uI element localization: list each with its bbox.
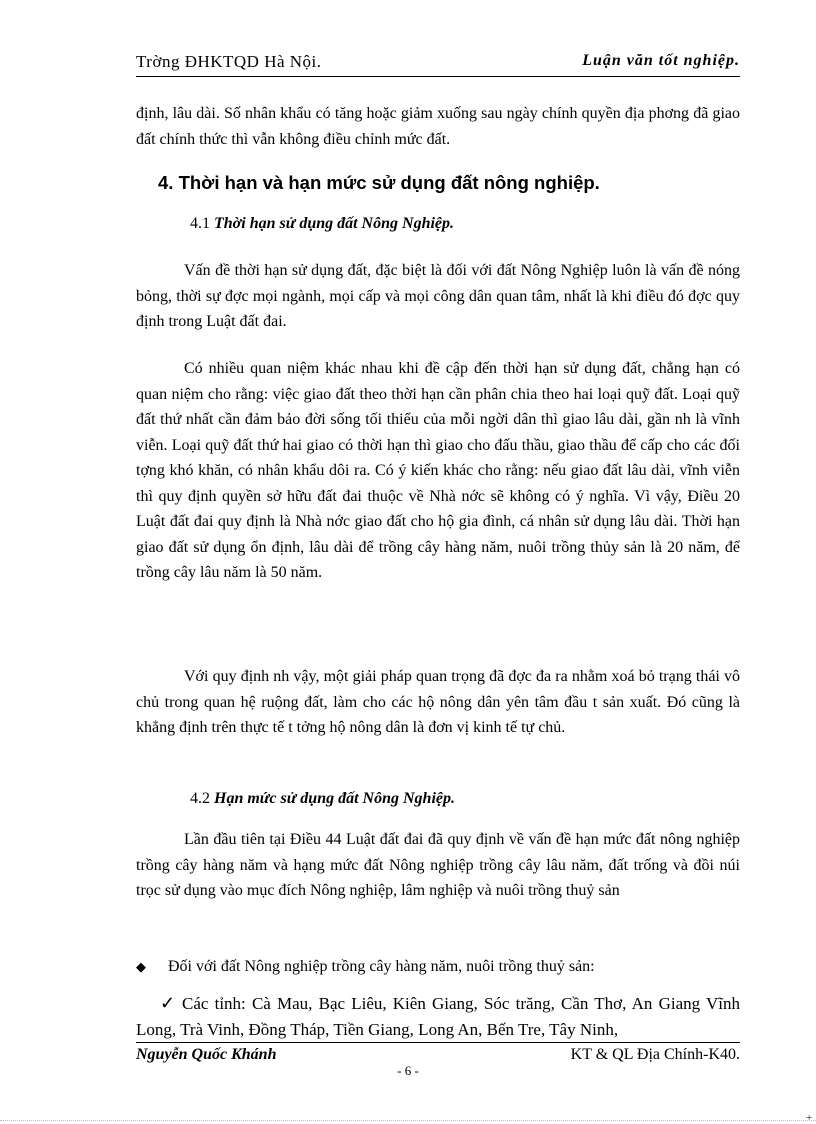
diamond-bullet-icon: ◆ bbox=[136, 959, 146, 974]
paragraph-limit-intro: Lần đầu tiên tại Điều 44 Luật đất đai đã quy định về vấn đề hạn mức đất nông nghiệp trồng cây hàng năm và hạng mức đất Nông nghiệp trồng cây lâu năm, đất trống và đồi núi trọc sử dụng vào mục đích Nông nghiệp, lâm nghiệp và nuôi trồng thuỷ sản bbox=[136, 831, 740, 899]
section-4-heading: 4. Thời hạn và hạn mức sử dụng đất nông nghiệp. bbox=[158, 172, 600, 193]
checkmark-icon: ✓ bbox=[160, 993, 176, 1013]
page-header bbox=[136, 48, 740, 77]
check-text: Các tỉnh: Cà Mau, Bạc Liêu, Kiên Giang, Sóc trăng, Cần Thơ, An Giang Vĩnh Long, Trà Vinh, Đồng Tháp, Tiền Giang, Long An, Bến Tre, Tây Ninh, bbox=[136, 994, 740, 1039]
bullet-item bbox=[136, 954, 595, 980]
subsection-4-2-heading bbox=[190, 790, 455, 808]
author-name: Nguyễn Quốc Khánh bbox=[136, 1046, 277, 1063]
department-label: KT & QL Địa Chính-K40. bbox=[570, 1046, 740, 1063]
paragraph-continued: định, lâu dài. Số nhân khẩu có tăng hoặc giảm xuống sau ngày chính quyền địa phơng đã giao đất chính thức thì vẫn không điều chỉnh mức đất. bbox=[136, 105, 740, 148]
paragraph-term-views: Có nhiều quan niệm khác nhau khi đề cập đến thời hạn sử dụng đất, chẳng hạn có quan niệm cho rằng: việc giao đất theo thời hạn cần phân chia theo hai loại quỹ đất. Loại quỹ đất thứ nhất cần đảm bảo đời sống tối thiểu của mỗi ngời dân thì giao lâu dài, gần nh là vĩnh viễn. Loại quỹ đất thứ hai giao có thời hạn thì giao cho đấu thầu, giao thầu để cấp cho các đối tợng khó khăn, có nhân khẩu dôi ra. Có ý kiến khác cho rằng: nếu giao đất lâu dài, vĩnh viễn thì quy định quyền sở hữu đất đai thuộc về Nhà nớc sẽ không có ý nghĩa. Vì vậy, Điều 20 Luật đất đai quy định là Nhà nớc giao đất cho hộ gia đình, cá nhân sử dụng lâu dài. Thời hạn giao đất sử dụng ổn định, lâu dài để trồng cây hàng năm, nuôi trồng thủy sản là 20 năm, để trồng cây lâu năm là 50 năm. bbox=[136, 360, 740, 581]
page-corner-mark: + bbox=[806, 1112, 813, 1124]
subsection-title: Hạn mức sử dụng đất Nông Nghiệp. bbox=[214, 790, 455, 807]
subsection-number: 4.2 bbox=[190, 790, 214, 807]
page-number: - 6 - bbox=[397, 1063, 419, 1078]
paragraph-term-result: Với quy định nh vậy, một giải pháp quan trọng đã đợc đa ra nhằm xoá bỏ trạng thái vô chủ trong quan hệ ruộng đất, làm cho các hộ nông dân yên tâm đầu t sản xuất. Đó cũng là khẳng định trên thực tế t tởng hộ nông dân là đơn vị kinh tế tự chủ. bbox=[136, 668, 740, 736]
check-item bbox=[136, 990, 740, 1043]
subsection-4-1-heading bbox=[190, 215, 454, 233]
subsection-title: Thời hạn sử dụng đất Nông Nghiệp. bbox=[214, 215, 455, 232]
page-bottom-divider bbox=[0, 1120, 816, 1121]
school-name: Trờng ĐHKTQD Hà Nội. bbox=[136, 52, 322, 71]
paragraph-term-importance: Vấn đề thời hạn sử dụng đất, đặc biệt là đối với đất Nông Nghiệp luôn là vấn đề nóng bỏng, thời sự đợc mọi ngành, mọi cấp và mọi công dân quan tâm, nhất là khi điều đó đợc quy định trong Luật đất đai. bbox=[136, 262, 740, 330]
subsection-number: 4.1 bbox=[190, 215, 214, 232]
document-type: Luận văn tốt nghiệp. bbox=[582, 52, 740, 69]
bullet-text: Đối với đất Nông nghiệp trồng cây hàng năm, nuôi trồng thuỷ sản: bbox=[168, 958, 595, 975]
